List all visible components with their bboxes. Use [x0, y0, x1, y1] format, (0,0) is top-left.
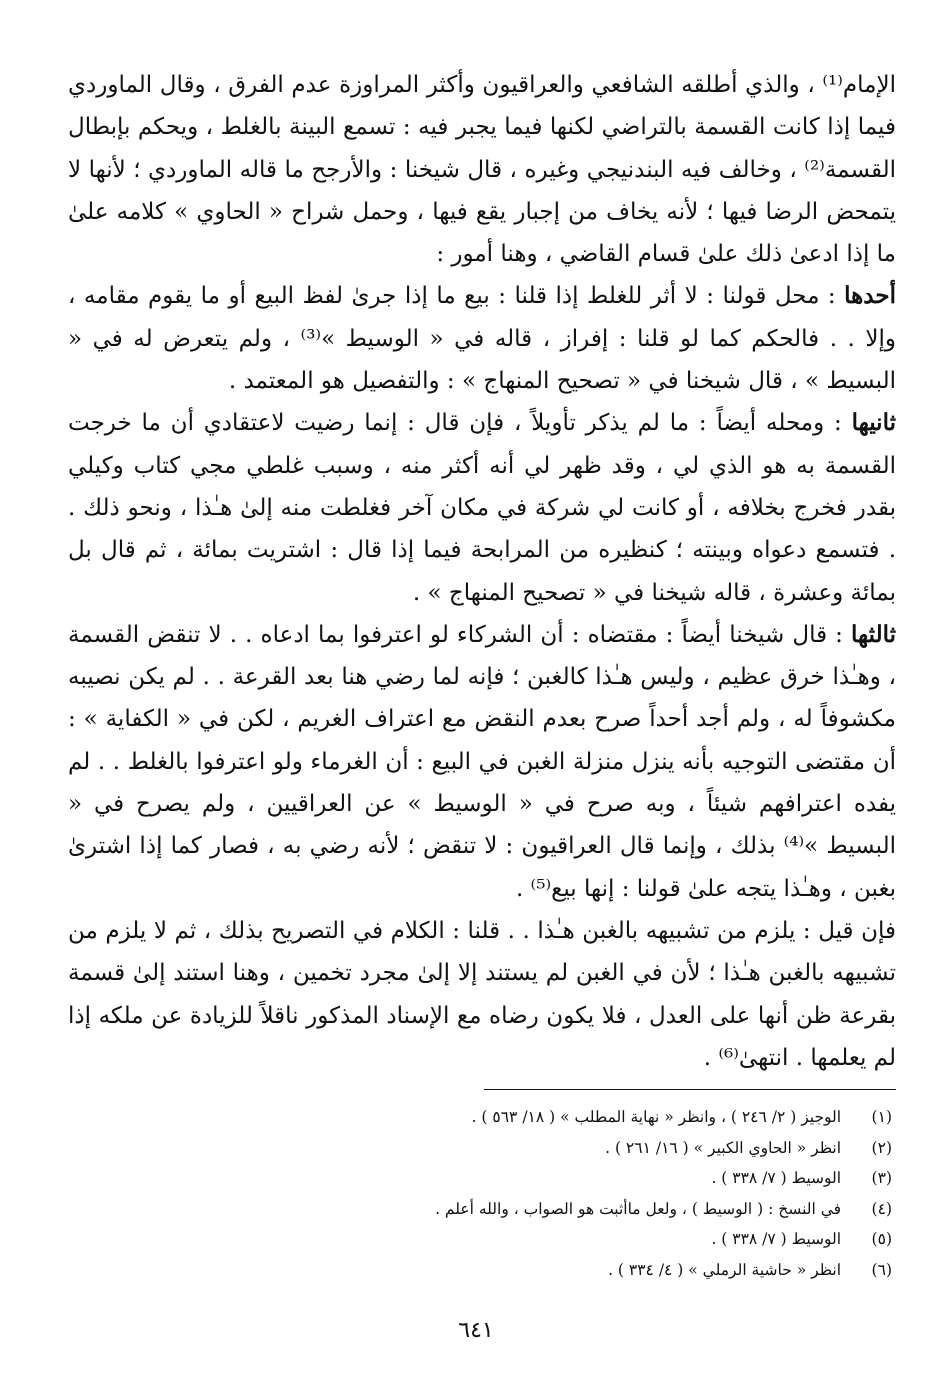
paragraph-text: الإمام⁽¹⁾ ، والذي أطلقه الشافعي والعراقيون وأكثر المراوزة عدم الفرق ، وقال الماوردي فيما إذا كانت القسمة بالتراضي لكنها فيما يجبر فيه : تسمع البينة بالغلط ، ويحكم بإبطال القسمة⁽²⁾ ، وخالف فيه البندنيجي وغيره ، قال شيخنا : والأرجح ما قاله الماوردي ؛ لأنها لا يتمحض الرضا فيها ؛ لأنه يخاف من إجبار يقع فيها ، وحمل شراح « الحاوي » كلامه علىٰ ما إذا ادعىٰ ذلك علىٰ قسام القاضي ، وهنا أمور :	[68, 72, 896, 268]
paragraph-label: أحدها	[844, 282, 896, 310]
footnote-item	[380, 1224, 892, 1255]
footnote-number: (١)	[871, 1108, 892, 1126]
footnote-divider	[484, 1089, 896, 1090]
paragraph-text: : محل قولنا : لا أثر للغلط إذا قلنا : بيع ما إذا جرىٰ لفظ البيع أو ما يقوم مقامه ، وإلا . . فالحكم كما لو قلنا : إفراز ، قاله في « الوسيط »⁽³⁾ ، ولم يتعرض له في « البسيط » ، قال شيخنا في « تصحيح المنهاج » : والتفصيل هو المعتمد .	[68, 283, 896, 395]
paragraph-label: ثالثها	[851, 620, 896, 648]
paragraph-text: فإن قيل : يلزم من تشبيهه بالغبن هـٰذا . . قلنا : الكلام في التصريح بذلك ، ثم لا يلزم من تشبيهه بالغبن هـٰذا ؛ لأن في الغبن لم يستند إلا إلىٰ مجرد تخمين ، وهنا استند إلىٰ قسمة بقرعة ظن أنها على العدل ، فلا يكون رضاه مع الإسناد المذكور ناقلاً للزيادة عن ملكه إذا لم يعلمها . انتهىٰ⁽⁶⁾ .	[68, 917, 896, 1071]
footnote-number: (٢)	[871, 1138, 892, 1157]
footnote-number: (٦)	[871, 1260, 892, 1279]
paragraph	[68, 275, 896, 402]
footnote-item	[380, 1255, 892, 1286]
paragraph	[68, 614, 896, 910]
paragraph	[68, 64, 896, 275]
paragraph-label: ثانيها	[851, 409, 896, 437]
footnote-number: (٥)	[871, 1230, 892, 1249]
paragraph	[68, 910, 896, 1079]
footnote-number: (٣)	[871, 1169, 892, 1188]
main-text	[68, 64, 896, 1079]
paragraph-text: : قال شيخنا أيضاً : مقتضاه : أن الشركاء لو اعترفوا بما ادعاه . . لا تنقض القسمة ، وهـٰذا خرق عظيم ، وليس هـٰذا كالغبن ؛ فإنه لما رضي هنا بعد القرعة . . لم يكن نصيبه مكشوفاً له ، ولم أجد أحداً صرح بعدم النقض مع اعتراف الغريم ، لكن في « الكفاية » : أن مقتضى التوجيه بأنه ينزل منزلة الغبن في البيع : أن الغرماء ولو اعترفوا بالغلط . . لم يفده اعترافهم شيئاً ، وبه صرح في « الوسيط » عن العراقيين ، ولم يصرح في « البسيط »⁽⁴⁾ بذلك ، وإنما قال العراقيون : لا تنقض ؛ لأنه رضي به ، فصار كما إذا اشترىٰ بغبن ، وهـٰذا يتجه علىٰ قولنا : إنها بيع⁽⁵⁾ .	[68, 621, 896, 902]
footnote-item	[380, 1194, 892, 1225]
footnote-item	[380, 1163, 892, 1194]
footnote-text: انظر « الحاوي الكبير » ( ١٦/ ٢٦١ ) .	[605, 1138, 842, 1157]
footnote-text: انظر « حاشية الرملي » ( ٤/ ٣٣٤ ) .	[608, 1260, 842, 1279]
footnote-text: الوجيز ( ٢/ ٢٤٦ ) ، وانظر « نهاية المطلب » ( ١٨/ ٥٦٣ ) .	[471, 1108, 842, 1126]
footnote-text: في النسخ : ( الوسيط ) ، ولعل ماأثبت هو الصواب ، والله أعلم .	[435, 1199, 842, 1218]
paragraph-text: : ومحله أيضاً : ما لم يذكر تأويلاً ، فإن قال : إنما رضيت لاعتقادي أن ما خرجت القسمة به هو الذي لي ، وقد ظهر لي أنه أكثر منه ، وسبب غلطي مجي كتاب وكيلي بقدر فخرج بخلافه ، أو كانت لي شركة في مكان آخر فغلطت منه إلىٰ هـٰذا ، ونحو ذلك . . فتسمع دعواه وبينته ؛ كنظيره من المرابحة فيما إذا قال : اشتريت بمائة ، ثم قال بل بمائة وعشرة ، قاله شيخنا في « تصحيح المنهاج » .	[68, 410, 896, 606]
footnote-item	[380, 1102, 892, 1133]
footnote-text: الوسيط ( ٧/ ٣٣٨ ) .	[711, 1169, 842, 1188]
footnotes	[380, 1102, 892, 1286]
footnote-text: الوسيط ( ٧/ ٣٣٨ ) .	[711, 1230, 842, 1249]
page-number: ٦٤١	[458, 1318, 494, 1343]
footnote-number: (٤)	[871, 1199, 892, 1218]
paragraph	[68, 402, 896, 613]
footnote-item	[380, 1133, 892, 1164]
